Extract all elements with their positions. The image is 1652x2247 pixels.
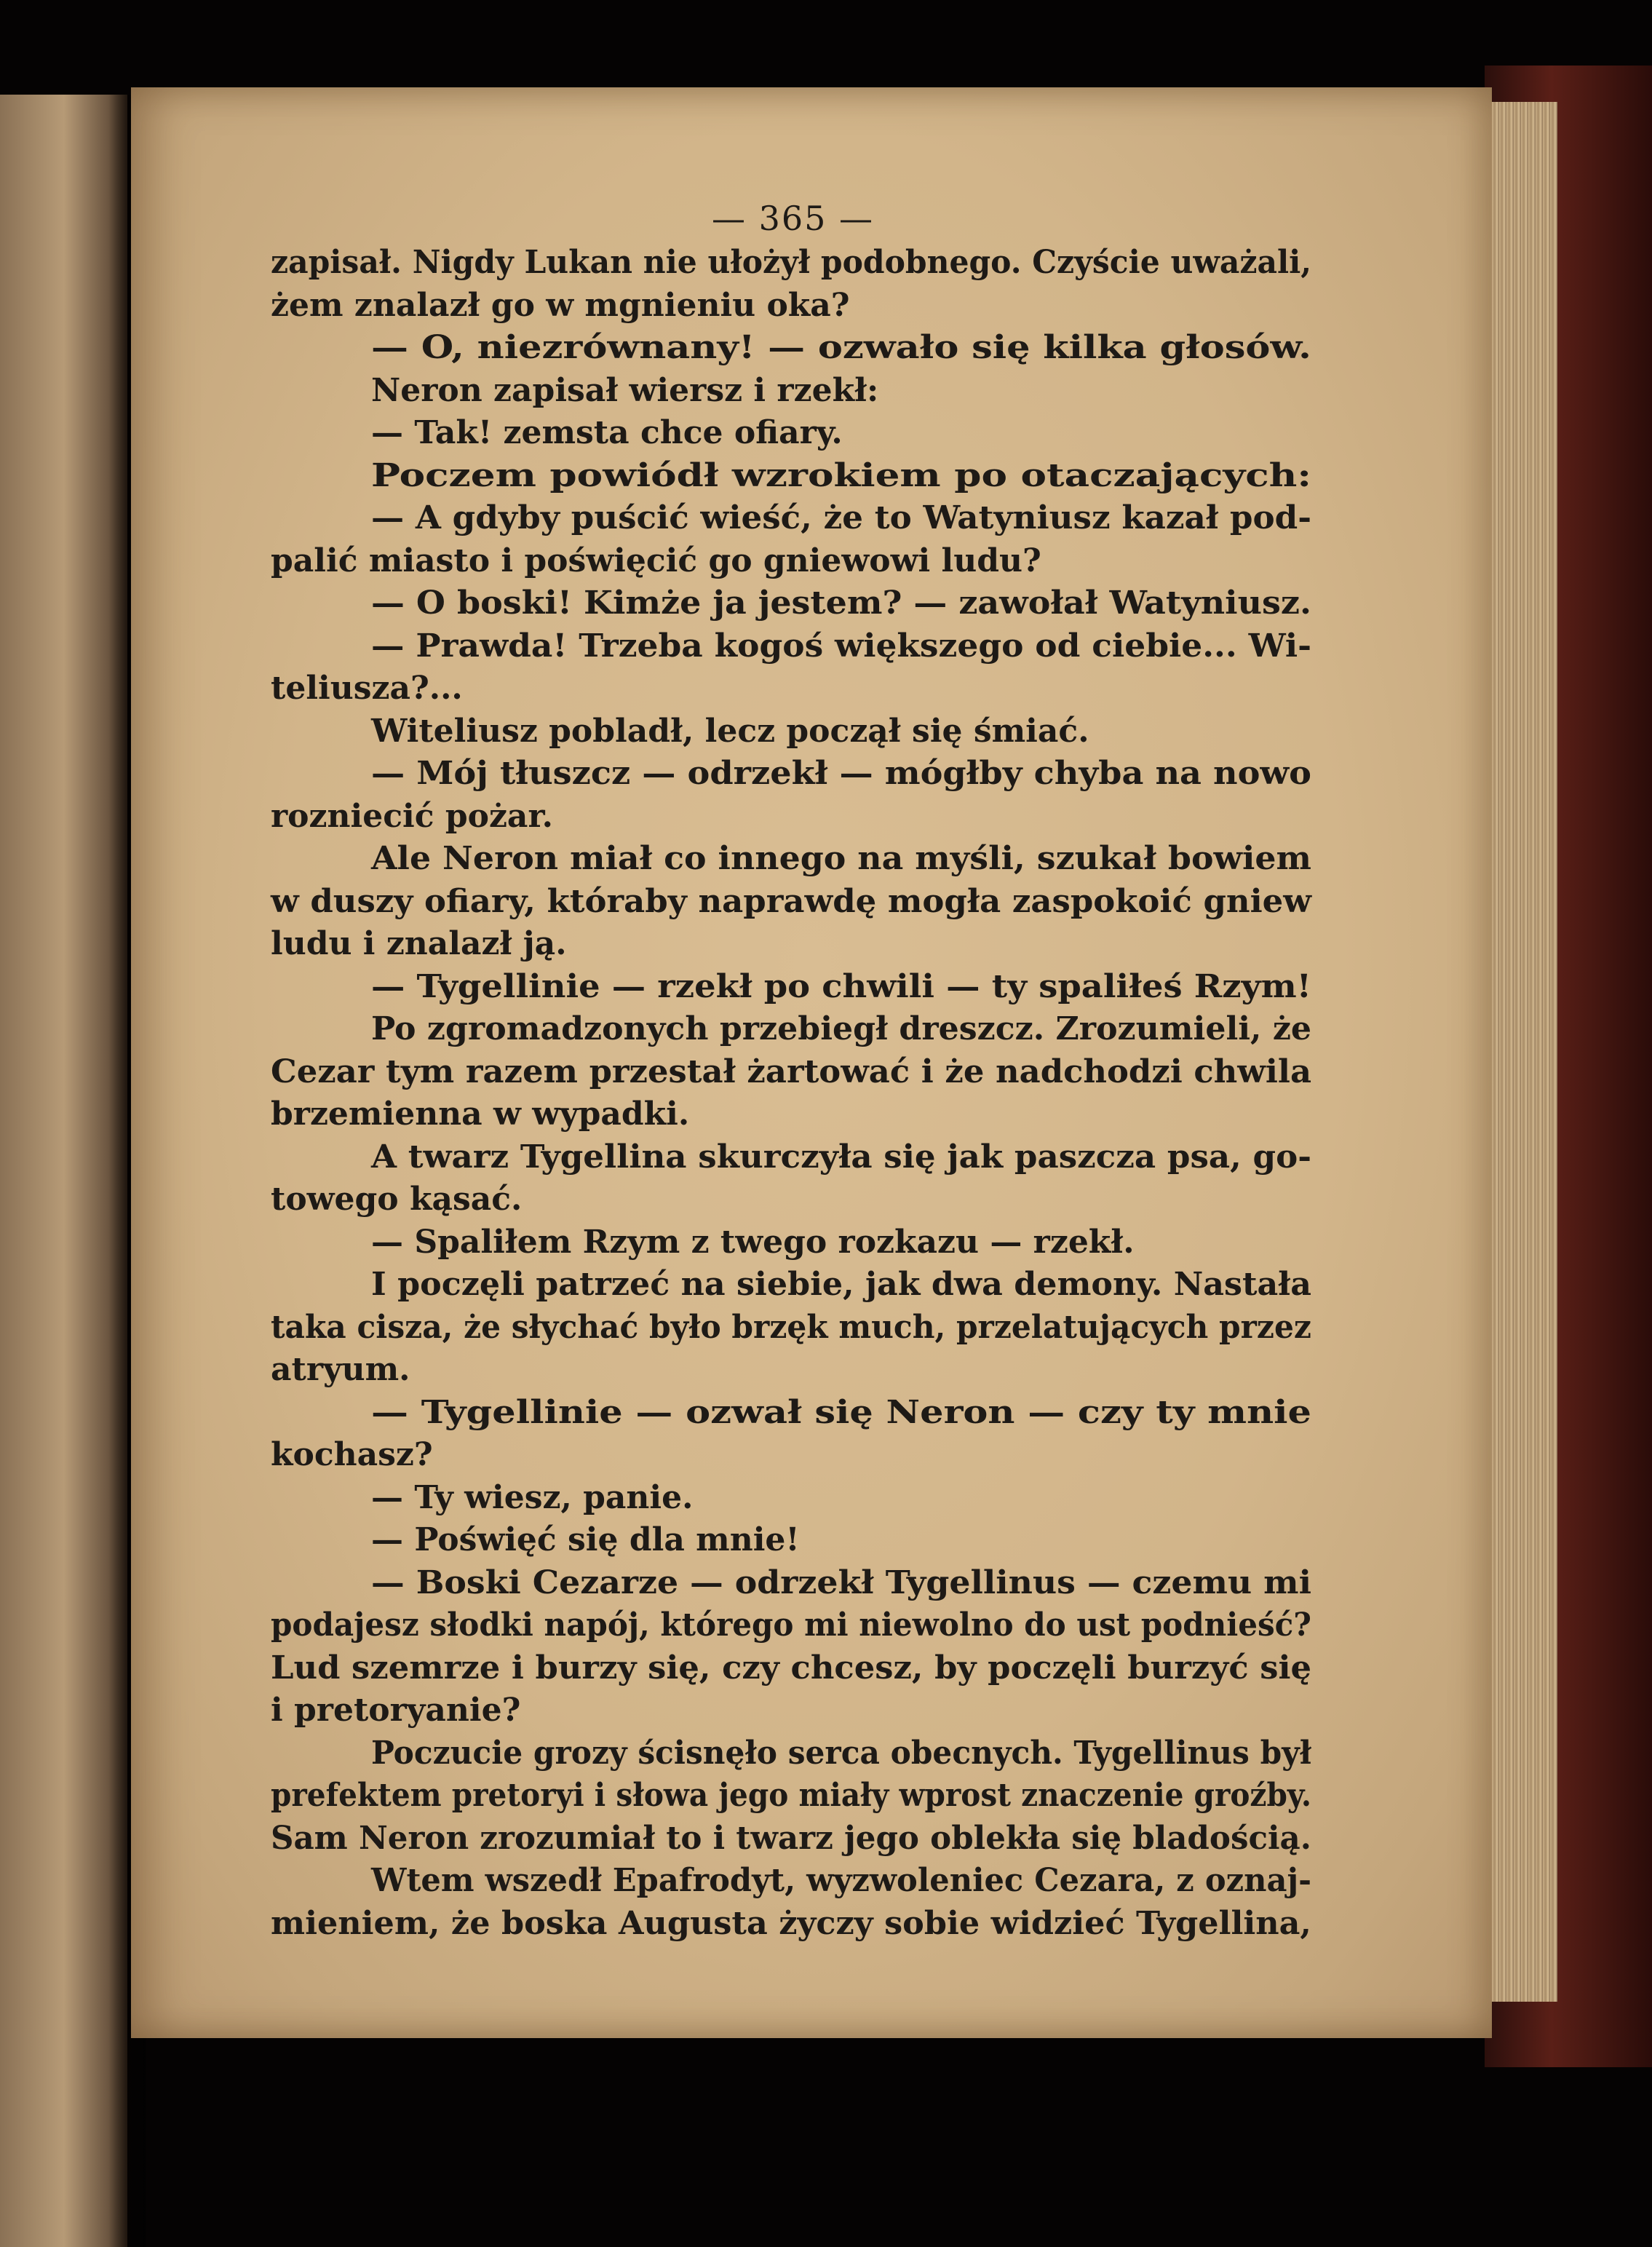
text-line-content: zapisał. Nigdy Lukan nie ułożył podobnego. Czyście uważali,: [271, 244, 1312, 281]
text-line-content: Po zgromadzonych przebiegł dreszcz. Zrozumieli, że: [371, 1010, 1312, 1047]
text-line-content: — Prawda! Trzeba kogoś większego od ciebie... Wi-: [371, 627, 1312, 665]
text-line-content: brzemienna w wypadki.: [271, 1095, 690, 1133]
text-line: [271, 1860, 1311, 1903]
text-line: [271, 1818, 1311, 1860]
text-line-content: I poczęli patrzeć na siebie, jak dwa demony. Nastała: [371, 1266, 1311, 1303]
text-line-content: — Tygellinie — ozwał się Neron — czy ty mnie: [371, 1393, 1311, 1431]
text-line: [271, 1264, 1311, 1307]
text-line: [271, 1732, 1311, 1775]
text-line: [271, 710, 1311, 753]
text-line-content: ludu i znalazł ją.: [271, 925, 567, 962]
text-line: [271, 1349, 1311, 1392]
text-line-content: Ale Neron miał co innego na myśli, szukał bowiem: [371, 840, 1311, 877]
text-line: [271, 285, 1311, 328]
text-line: [271, 1136, 1311, 1179]
text-line: [271, 625, 1311, 668]
text-line-content: podajesz słodki napój, którego mi niewolno do ust podnieść?: [271, 1606, 1311, 1644]
text-line: [271, 242, 1311, 285]
text-line: [271, 753, 1311, 796]
text-line-content: — Tygellinie — rzekł po chwili — ty spaliłeś Rzym!: [371, 967, 1312, 1005]
text-line: [271, 1775, 1311, 1818]
text-line: [271, 1647, 1311, 1690]
text-line: [271, 1477, 1311, 1520]
text-line: [271, 923, 1311, 966]
text-line-content: teliusza?...: [271, 670, 463, 707]
text-line-content: Cezar tym razem przestał żartować i że nadchodzi chwila: [271, 1053, 1312, 1090]
left-page-edge: [0, 95, 127, 2247]
text-line: [271, 455, 1311, 498]
text-line-content: Poczucie grozy ścisnęło serca obecnych. Tygellinus był: [371, 1734, 1312, 1772]
text-line-content: Witeliusz pobladł, lecz począł się śmiać.: [371, 712, 1089, 750]
text-line-content: — O, niezrównany! — ozwało się kilka głosów.: [371, 329, 1311, 366]
text-line: [271, 1562, 1311, 1605]
text-line-content: rozniecić pożar.: [271, 797, 553, 835]
text-line-content: — A gdyby puścić wieść, że to Watyniusz kazał pod-: [371, 499, 1311, 536]
text-line-content: i pretoryanie?: [271, 1692, 521, 1729]
page-text-block: [271, 198, 1311, 1945]
text-line: [271, 1434, 1311, 1477]
text-line: [271, 1307, 1311, 1350]
text-line-content: prefektem pretoryi i słowa jego miały wprost znaczenie groźby.: [271, 1777, 1311, 1814]
text-line: [271, 1604, 1311, 1647]
text-line-content: — Tak! zemsta chce ofiary.: [371, 414, 843, 451]
text-line: [271, 838, 1311, 881]
text-line-content: — O boski! Kimże ja jestem? — zawołał Watyniusz.: [371, 584, 1311, 622]
text-line: [271, 1519, 1311, 1562]
text-line-content: kochasz?: [271, 1436, 433, 1473]
page-number: — 365 —: [711, 199, 875, 238]
text-lines: [271, 242, 1311, 1945]
text-line: [271, 1221, 1311, 1264]
text-line-content: — Ty wiesz, panie.: [371, 1478, 694, 1516]
text-line: [271, 796, 1311, 839]
text-line-content: mieniem, że boska Augusta życzy sobie widzieć Tygellina,: [271, 1904, 1311, 1942]
text-line-content: żem znalazł go w mgnieniu oka?: [271, 286, 850, 324]
text-line-content: atryum.: [271, 1351, 410, 1388]
text-line: [271, 966, 1311, 1009]
text-line-content: — Poświęć się dla mnie!: [371, 1521, 800, 1558]
text-line-content: — Boski Cezarze — odrzekł Tygellinus — czemu mi: [371, 1564, 1311, 1601]
text-line-content: palić miasto i poświęcić go gniewowi ludu?: [271, 542, 1041, 579]
text-line-content: Sam Neron zrozumiał to i twarz jego oblekła się bladością.: [271, 1819, 1311, 1857]
text-line-content: — Spaliłem Rzym z twego rozkazu — rzekł.: [371, 1223, 1135, 1261]
text-line-content: Poczem powiódł wzrokiem po otaczających:: [371, 456, 1312, 494]
text-line: [271, 1903, 1311, 1946]
text-line: [271, 1689, 1311, 1732]
text-line: [271, 1178, 1311, 1221]
text-line: [271, 370, 1311, 413]
text-line: [271, 1093, 1311, 1136]
text-line: [271, 1392, 1311, 1435]
text-line: [271, 1008, 1311, 1051]
text-line: [271, 667, 1311, 710]
text-line-content: A twarz Tygellina skurczyła się jak paszcza psa, go-: [371, 1138, 1311, 1176]
text-line: [271, 540, 1311, 583]
text-line-content: taka cisza, że słychać było brzęk much, przelatujących przez: [271, 1308, 1311, 1346]
text-line-content: w duszy ofiary, któraby naprawdę mogła zaspokoić gniew: [271, 882, 1311, 920]
text-line-content: Lud szemrze i burzy się, czy chcesz, by poczęli burzyć się: [271, 1649, 1312, 1687]
text-line-content: — Mój tłuszcz — odrzekł — mógłby chyba na nowo: [371, 755, 1311, 792]
text-line: [271, 327, 1311, 370]
text-line: [271, 881, 1311, 924]
text-line: [271, 412, 1311, 455]
text-line: [271, 497, 1311, 540]
text-line-content: towego kąsać.: [271, 1181, 523, 1218]
text-line-content: Neron zapisał wiersz i rzekł:: [371, 371, 879, 409]
text-line: [271, 582, 1311, 625]
text-line-content: Wtem wszedł Epafrodyt, wyzwoleniec Cezara, z oznaj-: [371, 1862, 1311, 1899]
text-line: [271, 1051, 1311, 1094]
